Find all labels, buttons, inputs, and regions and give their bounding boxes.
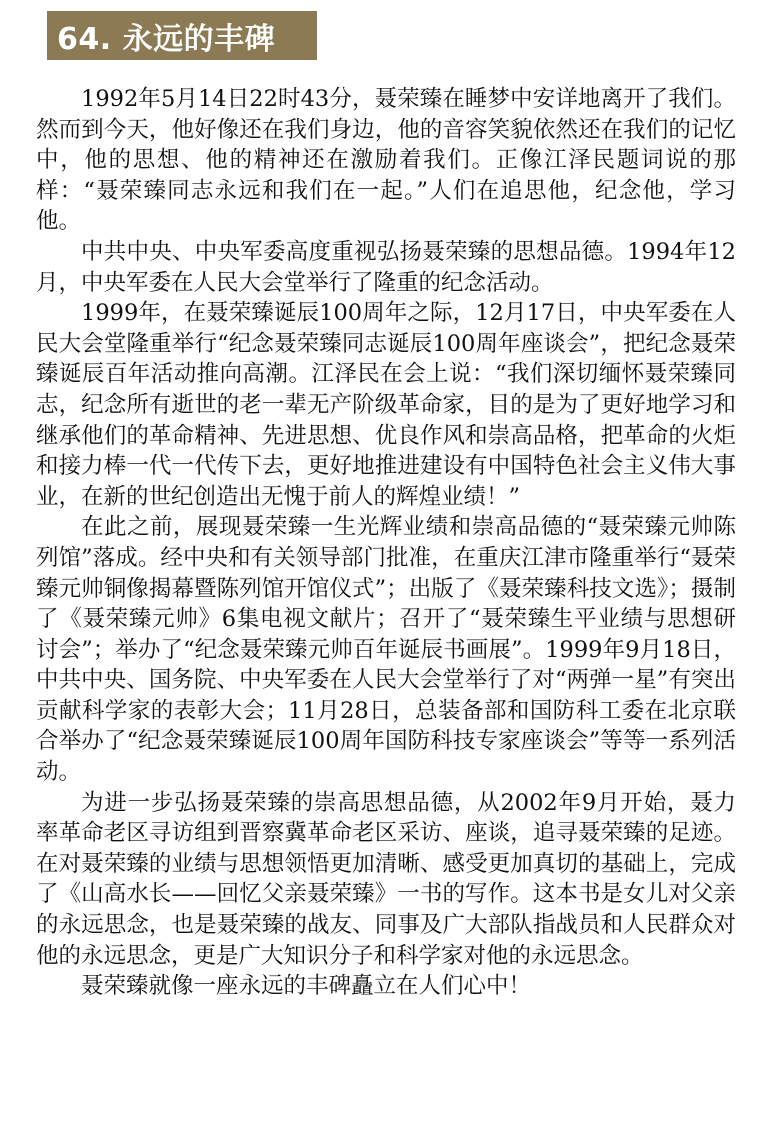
paragraph-5: 为进一步弘扬聂荣臻的崇高思想品德，从2002年9月开始，聂力率革命老区寻访组到晋察冀革命老区采访、座谈，追寻聂荣臻的足迹。在对聂荣臻的业绩与思想领悟更加清晰、感受更加真切的基础上，完成了《山高水长——回忆父亲聂荣臻》一书的写作。这本书是女儿对父亲的永远思念，也是聂荣臻的战友、同事及广大部队指战员和人民群众对他的永远思念，更是广大知识分子和科学家对他的永远思念。 <box>36 789 736 969</box>
paragraph-3: 1999年，在聂荣臻诞辰100周年之际，12月17日，中央军委在人民大会堂隆重举行“纪念聂荣臻同志诞辰100周年座谈会”，把纪念聂荣臻诞辰百年活动推向高潮。江泽民在会上说：“我们深切缅怀聂荣臻同志，纪念所有逝世的老一辈无产阶级革命家，目的是为了更好地学习和继承他们的革命精神、先进思想、优良作风和崇高品格，把革命的火炬和接力棒一代一代传下去，更好地推进建设有中国特色社会主义伟大事业，在新的世纪创造出无愧于前人的辉煌业绩！” <box>36 300 736 510</box>
chapter-title-bar <box>47 11 317 60</box>
chapter-body <box>36 84 736 1002</box>
paragraph-1: 1992年5月14日22时43分，聂荣臻在睡梦中安详地离开了我们。然而到今天，他好像还在我们身边，他的音容笑貌依然还在我们的记忆中，他的思想、他的精神还在激励着我们。正像江泽民题词说的那样：“聂荣臻同志永远和我们在一起。”人们在追思他，纪念他，学习他。 <box>36 86 736 235</box>
paragraph-4: 在此之前，展现聂荣臻一生光辉业绩和崇高品德的“聂荣臻元帅陈列馆”落成。经中央和有关领导部门批准，在重庆江津市隆重举行“聂荣臻元帅铜像揭幕暨陈列馆开馆仪式”；出版了《聂荣臻科技文选》；摄制了《聂荣臻元帅》6集电视文献片；召开了“聂荣臻生平业绩与思想研讨会”；举办了“纪念聂荣臻元帅百年诞辰书画展”。1999年9月18日，中共中央、国务院、中央军委在人民大会堂举行了对“两弹一星”有突出贡献科学家的表彰大会；11月28日，总装备部和国防科工委在北京联合举办了“纪念聂荣臻诞辰100周年国防科技专家座谈会”等等一系列活动。 <box>36 514 736 786</box>
paragraph-2: 中共中央、中央军委高度重视弘扬聂荣臻的思想品德。1994年12月，中央军委在人民大会堂举行了隆重的纪念活动。 <box>36 238 736 296</box>
chapter-title: 64. 永远的丰碑 <box>57 21 276 57</box>
paragraph-6: 聂荣臻就像一座永远的丰碑矗立在人们心中！ <box>81 973 532 1000</box>
